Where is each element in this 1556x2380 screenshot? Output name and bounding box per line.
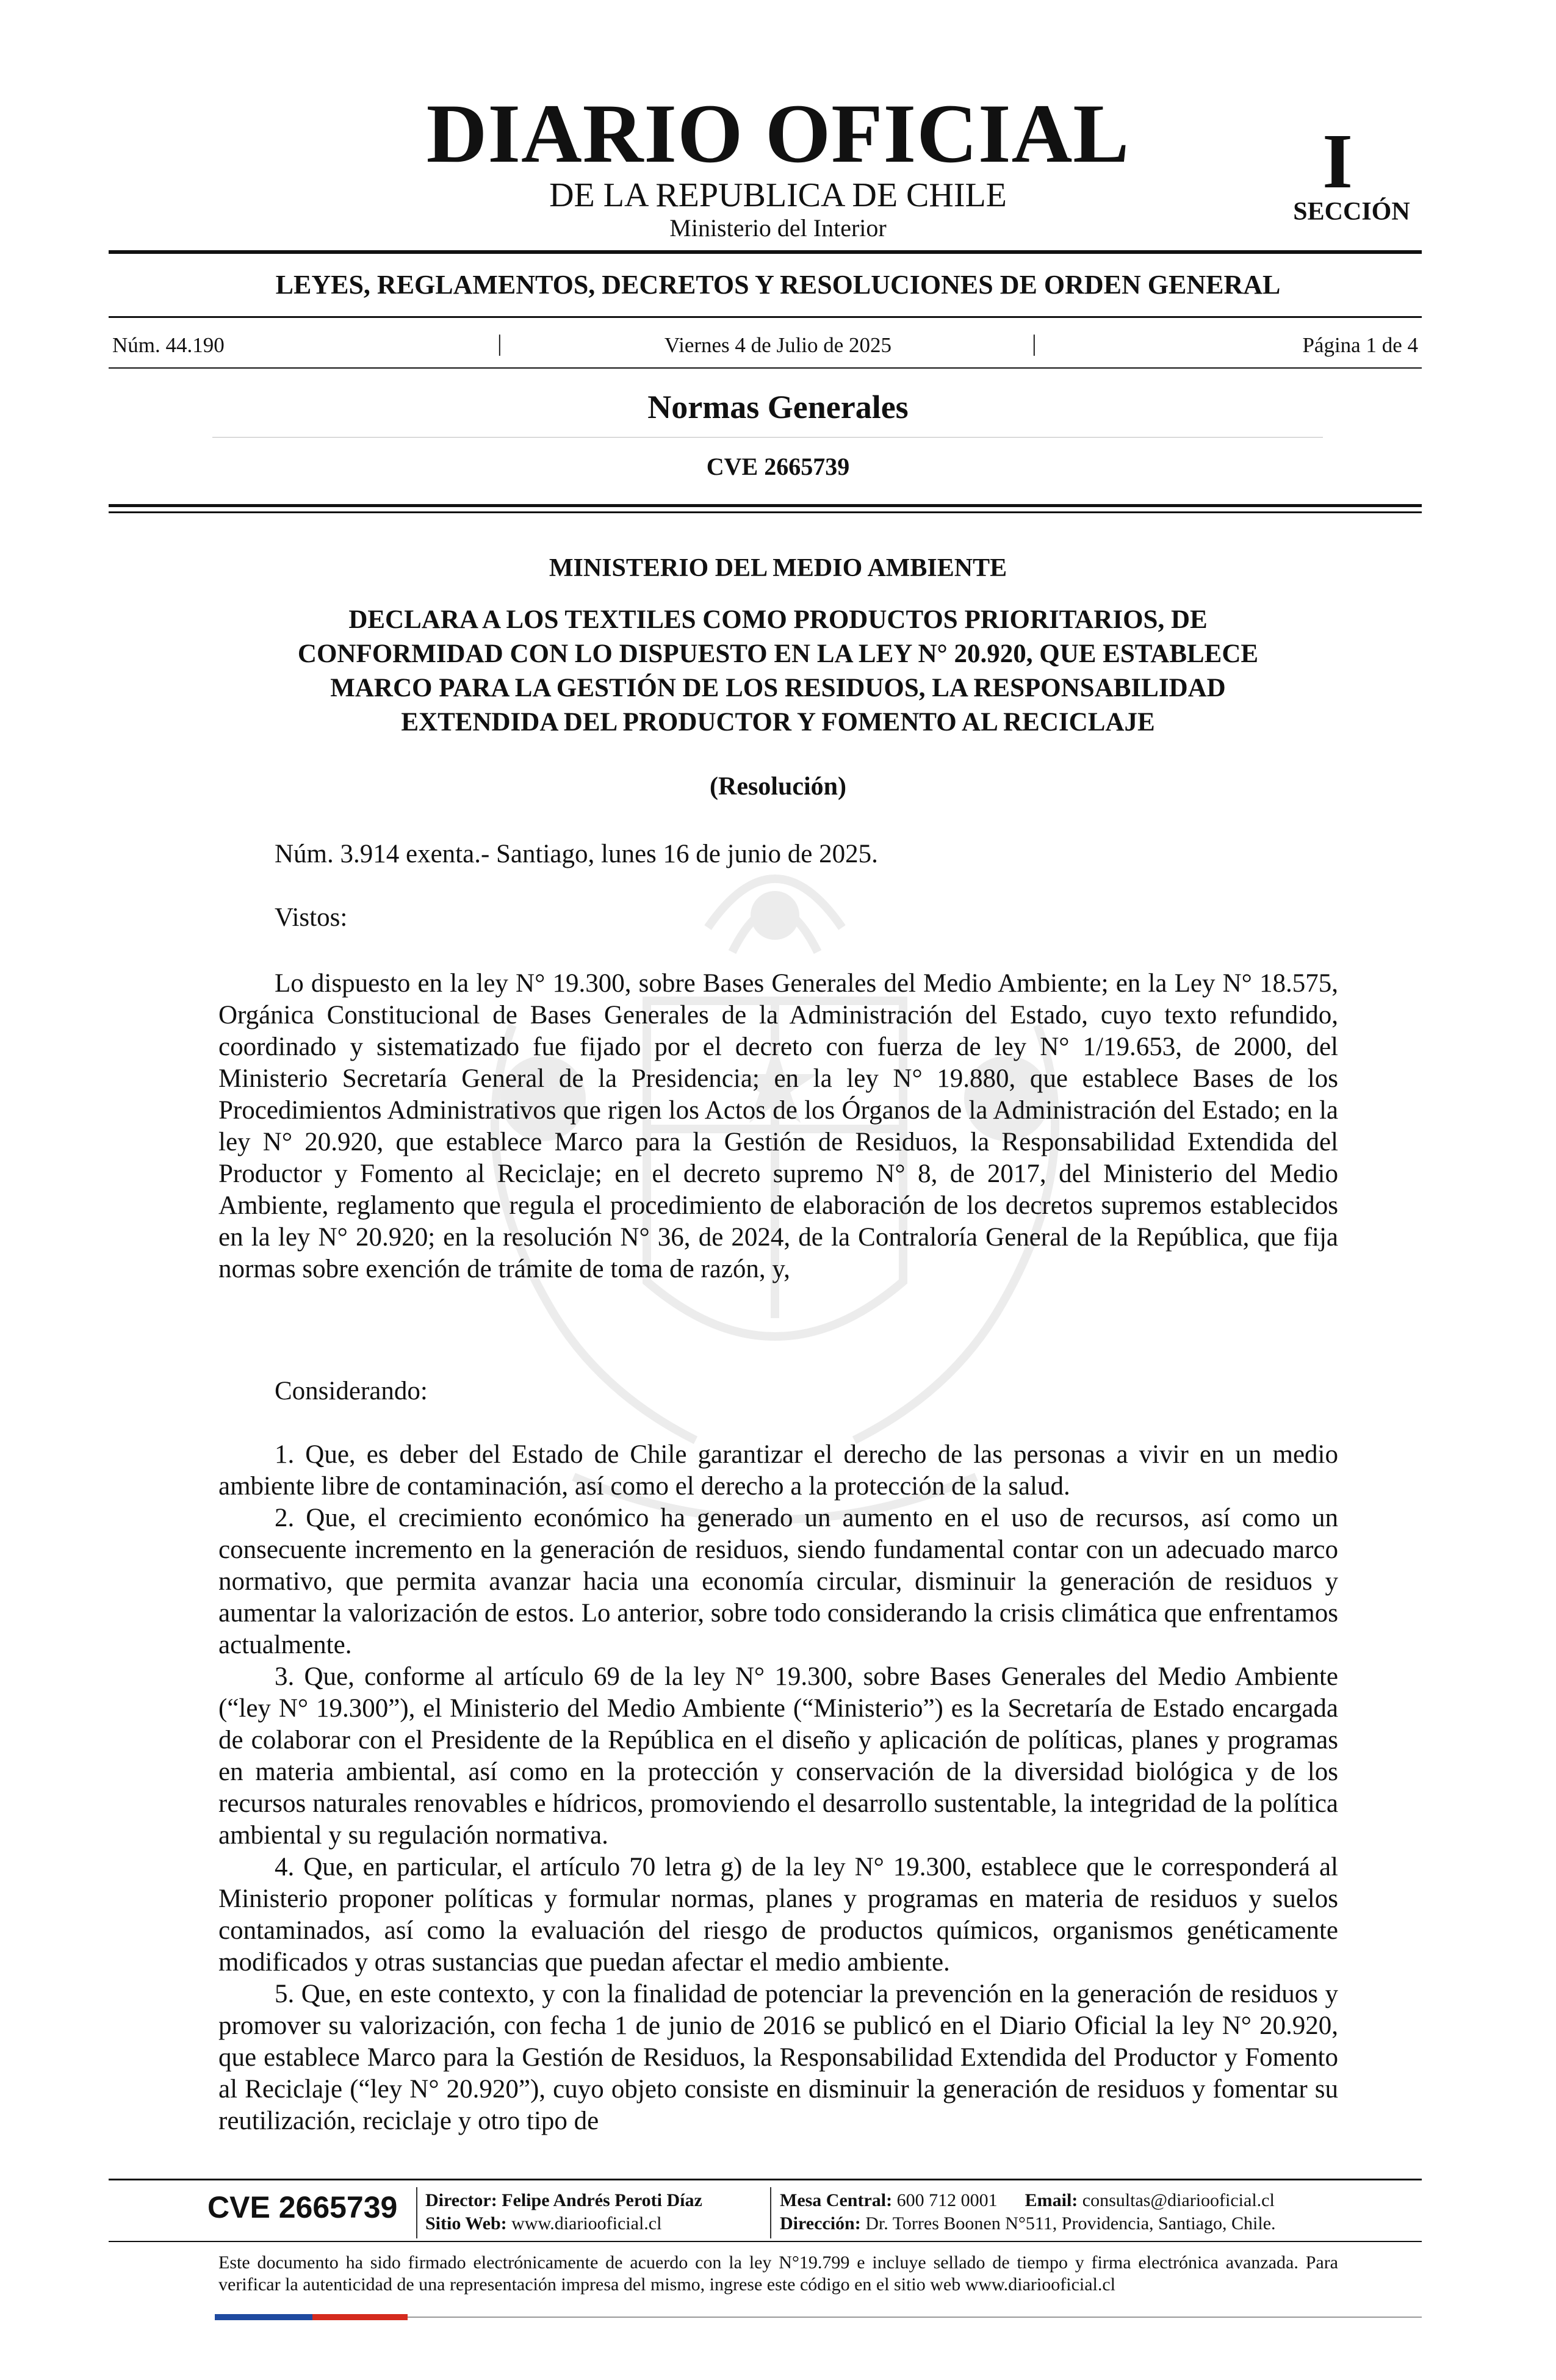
site-label: Sitio Web: [425,2213,507,2234]
considerando-item: 1. Que, es deber del Estado de Chile garantizar el derecho de las personas a vivir en un medio ambiente libre de contaminación, así como el derecho a la protección de la salud. [218,1440,1338,1501]
footer-inner-divider [109,2241,1422,2242]
electronic-signature-disclaimer: Este documento ha sido firmado electrónicamente de acuerdo con la ley N°19.799 e incluye sellado de tiempo y firma electrónica avanzada. Para verificar la autenticidad de una representación impresa del mismo, ingrese este código en el sitio web www.diariooficial.cl [218,2252,1338,2295]
footer-cve: CVE 2665739 [207,2190,398,2224]
considerando-item: 3. Que, conforme al artículo 69 de la ley N° 19.300, sobre Bases Generales del Medio Ambiente (“ley N° 19.300”), el Ministerio del Medio Ambiente (“Ministerio”) es la Secretaría de Estado encargada de colaborar con el Presidente de la República en el diseño y aplicación de políticas, planes y programas en materia ambiental, así como en la protección y conservación de la diversidad biológica y de los recursos naturales renovables e hídricos, promoviendo el desarrollo sustentable, la integridad de la política ambiental y su regulación normativa. [218,1662,1338,1850]
section-label: SECCIÓN [1293,198,1410,226]
document-title [0,603,1556,740]
footer-divider [109,2179,1422,2180]
publisher-ministry: Ministerio del Interior [669,214,887,242]
footer-address [780,2213,1276,2235]
issuing-ministry: MINISTERIO DEL MEDIO AMBIENTE [549,554,1007,582]
phone-label: Mesa Central: [780,2190,893,2210]
footer-bottom-rule [408,2317,1422,2318]
heading-double-rule-bottom [109,511,1422,513]
edition-number: Núm. 44.190 [112,333,225,357]
phone-value: 600 712 0001 [896,2190,998,2210]
edition-separator: | [497,331,502,356]
footer-separator [770,2187,771,2238]
category-divider [109,316,1422,318]
flag-stripe-blue [215,2314,312,2320]
document-title-line: CONFORMIDAD CON LO DISPUESTO EN LA LEY N° 20.920, QUE ESTABLECE [297,640,1259,668]
considerandos-list [218,1439,1338,2137]
vistos-paragraph [218,968,1338,1285]
heading-double-rule-top [109,504,1422,507]
document-title-line: DECLARA A LOS TEXTILES COMO PRODUCTOS PRIORITARIOS, DE [348,605,1208,634]
email-link[interactable]: consultas@diariooficial.cl [1082,2190,1275,2210]
edition-divider [109,367,1422,369]
resolution-number-line: Núm. 3.914 exenta.- Santiago, lunes 16 de junio de 2025. [275,840,878,868]
director-name: Felipe Andrés Peroti Díaz [502,2190,702,2210]
page-indicator: Página 1 de 4 [1302,333,1418,357]
document-type: (Resolución) [710,773,846,801]
document-title-line: MARCO PARA LA GESTIÓN DE LOS RESIDUOS, LA RESPONSABILIDAD [330,674,1226,702]
document-cve: CVE 2665739 [706,453,850,480]
section-thin-divider [212,437,1323,438]
footer-site [425,2213,661,2235]
vistos-text: Lo dispuesto en la ley N° 19.300, sobre Bases Generales del Medio Ambiente; en la Ley N° 18.575, Orgánica Constitucional de Bases Generales de la Administración del Estado, cuyo texto refundido, coordinado y sistematizado fue fijado por el decreto con fuerza de ley N° 1/19.653, de 2000, del Ministerio Secretaría General de la Presidencia; en la ley N° 19.880, que establece Bases de los Procedimientos Administrativos que rigen los Actos de los Órganos de la Administración del Estado; en la ley N° 20.920, que establece Marco para la Gestión de Residuos, la Responsabilidad Extendida del Productor y Fomento al Reciclaje; en el decreto supremo N° 8, de 2017, del Ministerio del Medio Ambiente, reglamento que regula el procedimiento de elaboración de los decretos supremos establecidos en la ley N° 20.920; en la resolución N° 36, de 2024, de la Contraloría General de la República, que fija normas sobre exención de trámite de toma de razón, y, [218,969,1338,1283]
masthead-divider [109,250,1422,254]
section-number: I [1322,118,1353,204]
director-label: Director: [425,2190,497,2210]
footer-separator [416,2187,417,2238]
newspaper-subtitle: DE LA REPUBLICA DE CHILE [549,176,1007,214]
address-value: Dr. Torres Boonen N°511, Providencia, Santiago, Chile. [865,2213,1276,2234]
edition-separator: | [1032,331,1037,356]
vistos-heading: Vistos: [275,903,348,932]
category-heading: LEYES, REGLAMENTOS, DECRETOS Y RESOLUCIONES DE ORDEN GENERAL [275,270,1281,300]
flag-stripe-red [312,2314,408,2320]
considerando-item: 5. Que, en este contexto, y con la finalidad de potenciar la prevención en la generación de residuos y promover su valorización, con fecha 1 de junio de 2016 se publicó en el Diario Oficial la ley N° 20.920, que establece Marco para la Gestión de Residuos, la Responsabilidad Extendida del Productor y Fomento al Reciclaje (“ley N° 20.920”), cuyo objeto consiste en disminuir la generación de residuos y fomentar su reutilización, reciclaje y otro tipo de [218,1980,1338,2135]
footer-contact [780,2190,1275,2212]
footer-director [425,2190,702,2212]
newspaper-title: DIARIO OFICIAL [426,87,1130,180]
considerando-item: 4. Que, en particular, el artículo 70 letra g) de la ley N° 19.300, establece que le corresponderá al Ministerio proponer políticas y formular normas, planes y programas en materia de residuos y suelos contaminados, así como la evaluación del riesgo de productos químicos, organismos genéticamente modificados y otras sustancias que puedan afectar el medio ambiente. [218,1853,1338,1977]
address-label: Dirección: [780,2213,861,2234]
section-heading: Normas Generales [647,389,909,425]
considerando-item: 2. Que, el crecimiento económico ha generado un aumento en el uso de recursos, así como un consecuente incremento en la generación de residuos, siendo fundamental contar con un adecuado marco normativo, que permita avanzar hacia una economía circular, disminuir la generación de residuos y aumentar la valorización de estos. Lo anterior, sobre todo considerando la crisis climática que enfrentamos actualmente. [218,1504,1338,1659]
email-label: Email: [1025,2190,1078,2210]
edition-date: Viernes 4 de Julio de 2025 [664,333,892,357]
site-link[interactable]: www.diariooficial.cl [511,2213,662,2234]
considerando-heading: Considerando: [275,1377,428,1405]
document-title-line: EXTENDIDA DEL PRODUCTOR Y FOMENTO AL RECICLAJE [401,708,1155,737]
